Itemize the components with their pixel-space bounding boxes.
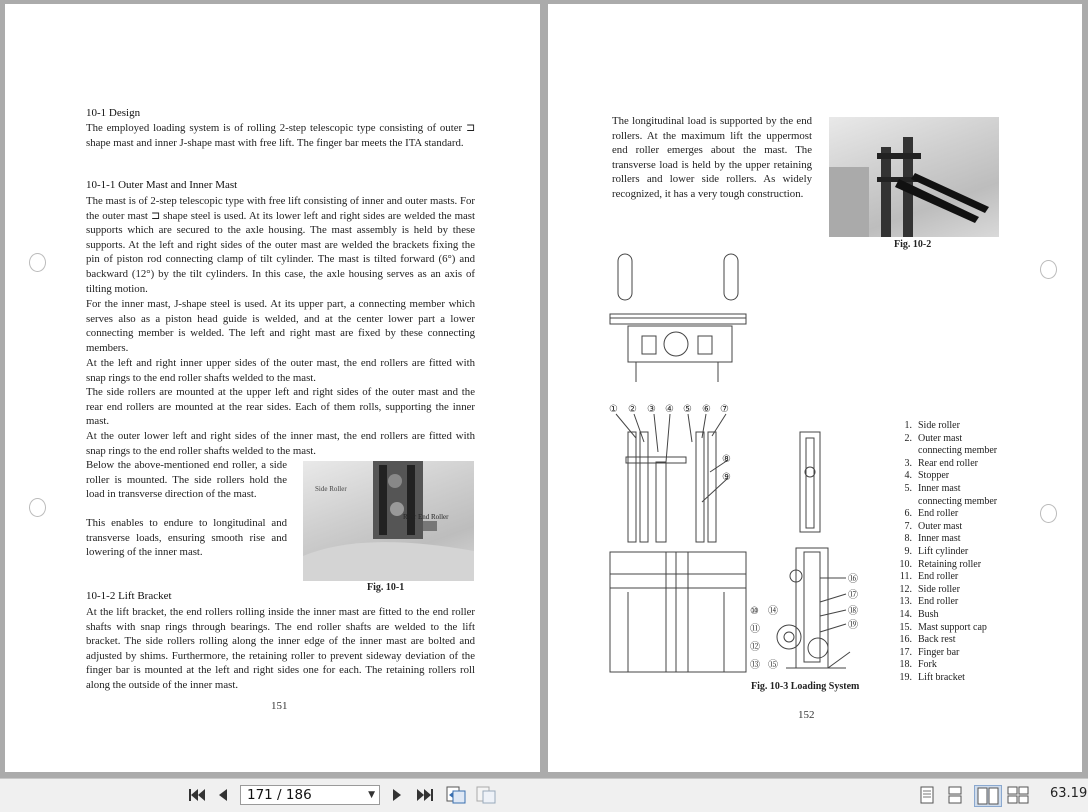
back-view-icon [445,785,467,805]
paragraph-longitudinal-load: The longitudinal load is supported by the end rollers. At the maximum lift the uppermost end roller emerges about the mast. The transverse load is held by the upper retaining rollers and lower side rollers. As widely recognized, it has a very tough construction. [612,115,812,200]
part-list-item [888,609,997,622]
part-list-item [888,483,997,496]
parts-list [888,420,997,684]
punch-hole-icon [29,253,46,272]
part-number: 6. [904,508,912,520]
part-number: 8. [904,533,912,545]
part-list-item [888,420,997,433]
paragraph-design: The employed loading system is of rolling 2-step telescopic type consisting of outer ⊐ shape mast and inner J-shape mast with free lift. The finger bar meets the ITA standard. [86,122,475,149]
part-number: 16. [899,634,912,646]
part-list-item [888,508,997,521]
callout-8: ⑧ [722,454,731,465]
part-label: Back rest [918,634,956,646]
part-number: 18. [899,659,912,671]
part-label: Outer mast [918,432,963,444]
mast-roller-photo-icon [303,461,474,581]
part-list-item [888,533,997,546]
part-label: End roller [918,596,959,608]
part-list-item [888,571,997,584]
first-page-button[interactable] [186,785,208,805]
part-label: Rear end roller [918,457,978,469]
zoom-level[interactable]: 63.19 [1050,786,1088,801]
document-page-left [5,4,540,772]
part-label: Finger bar [918,646,960,658]
part-label: Lift bracket [918,671,965,683]
part-label: Retaining roller [918,558,982,570]
paragraph-lower-end-rollers: At the outer lower left and right sides of the inner mast, the end rollers are fitted with snap rings to the end roller shafts welded to the mast. [86,430,475,457]
punch-hole-icon [1040,260,1057,279]
single-page-icon [919,786,935,804]
callout-13: ⑬ [750,660,760,671]
part-number [888,445,912,458]
loading-system-diagram [606,252,896,682]
previous-page-button[interactable] [212,785,234,805]
heading-design: 10-1 Design [86,107,141,119]
callout-16: ⑯ [848,574,858,585]
part-label: Outer mast [918,520,963,532]
part-label: Bush [918,608,939,620]
document-page-right [548,4,1082,772]
label-rear-end-roller: Rear End Roller [403,513,449,521]
page-indicator: 171 / 186 [247,787,312,803]
part-list-item [888,546,997,559]
callout-11: ⑪ [750,624,760,635]
part-list-item [888,470,997,483]
last-page-button[interactable] [414,785,436,805]
part-list-item [888,445,997,458]
chevron-down-icon[interactable]: ▼ [368,790,375,800]
part-list-item [888,496,997,509]
part-label: Inner mast [918,533,961,545]
callout-2: ② [628,404,637,415]
part-number: 3. [904,457,912,469]
label-side-roller: Side Roller [315,485,347,493]
callout-14: ⑭ [768,606,778,617]
paragraph-endure-loads: This enables to endure to longitudinal and transverse loads, ensuring smooth rise and lowering of the inner mast. [86,517,287,559]
facing-pages-view-button[interactable] [974,785,1002,807]
part-number: 10. [899,558,912,570]
part-label: End roller [918,571,959,583]
part-list-item [888,622,997,635]
callout-19: ⑲ [848,620,858,631]
paragraph-end-rollers: At the left and right inner upper sides of the outer mast, the end rollers are fitted with snap rings to the end roller shafts welded to the mast. [86,357,475,384]
part-label: connecting member [918,445,998,457]
part-list-item [888,672,997,685]
callout-1: ① [609,404,618,415]
part-label: connecting member [918,495,998,507]
single-page-view-button[interactable] [916,785,938,805]
part-label: End roller [918,508,959,520]
facing-continuous-view-button[interactable] [1006,785,1030,805]
callout-15: ⑮ [768,660,778,671]
part-list-item [888,584,997,597]
callout-17: ⑰ [848,590,858,601]
part-list-item [888,521,997,534]
figure-10-1-photo [303,461,474,581]
part-label: Fork [918,659,937,671]
part-list-item [888,596,997,609]
page-number: 152 [798,709,815,721]
page-number-input[interactable] [240,785,380,805]
callout-7: ⑦ [720,404,729,415]
part-number: 1. [904,420,912,431]
figure-10-1-caption: Fig. 10-1 [367,582,405,593]
facing-continuous-icon [1007,786,1029,804]
part-list-item [888,634,997,647]
callout-9: ⑨ [722,472,731,483]
part-number: 11. [899,571,912,583]
part-list-item [888,433,997,446]
figure-10-2-photo [829,117,999,237]
paragraph-lift-bracket: At the lift bracket, the end rollers rolling inside the inner mast are fitted to the end roller shafts with snap rings through bearings. The end roller shafts are welded to the lift bracket. The side rollers rolling along the inner edge of the inner mast are bolted and adjusted by shims. Furthermore, the retaining roller to prevent sideway deviation of the finger bar is mounted at the left and right sides one for each. The retaining rollers roll along the outside of the inner mast. [86,606,475,691]
part-number [888,496,912,509]
paragraph-side-rollers: The side rollers are mounted at the upper left and right sides of the outer mast and the rear end rollers are mounted at the rear sides. Each of them rolls, supporting the inner mast. [86,386,475,428]
part-number: 4. [904,470,912,482]
part-label: Side roller [918,583,960,595]
part-number: 2. [904,432,912,444]
part-number: 12. [899,583,912,595]
callout-18: ⑱ [848,606,858,617]
callout-6: ⑥ [702,404,711,415]
callout-12: ⑫ [750,642,760,653]
punch-hole-icon [1040,504,1057,523]
paragraph-side-roller-load: Below the above-mentioned end roller, a side roller is mounted. The side rollers hold the load in transverse direction of the mast. [86,459,287,501]
previous-page-icon [216,787,230,803]
go-back-view-button[interactable] [444,785,468,805]
part-number: 5. [904,482,912,494]
continuous-view-button[interactable] [944,785,966,805]
part-list-item [888,458,997,471]
part-number: 17. [899,646,912,658]
callout-10: ⑩ [750,606,759,617]
callout-4: ④ [665,404,674,415]
part-list-item [888,659,997,672]
page-number: 151 [271,700,288,712]
last-page-icon [416,787,434,803]
continuous-page-icon [947,786,963,804]
part-number: 7. [904,520,912,532]
part-label: Stopper [918,470,950,482]
next-page-button[interactable] [386,785,408,805]
facing-pages-icon [977,787,999,805]
paragraph-outer-mast: The mast is of 2-step telescopic type with free lift consisting of inner and outer masts. For the outer mast ⊐ shape steel is used. At its lower left and right sides are welded the mast supports which are secured to the axle housing. The mast assembly is held by these supports. At the left and right sides of the outer mast are welded the brackets fixing the pin of piston rod connecting clamp of tilt cylinder. The mast is tilted forward (6°) and backward (12°) by the tilt cylinders. In this case, the axle housing serves as an axis of tilting motion. [86,195,475,295]
heading-outer-inner-mast: 10-1-1 Outer Mast and Inner Mast [86,179,238,191]
figure-10-2-caption: Fig. 10-2 [894,239,932,250]
part-label: Mast support cap [918,621,987,633]
part-list-item [888,559,997,572]
paragraph-inner-mast: For the inner mast, J-shape steel is used. At its upper part, a connecting member which serves also as a piston head guide is welded, and at the center lower part a lower connecting member is welded. The left and right mast are fixed by these connecting members. [86,298,475,354]
part-label: Lift cylinder [918,545,969,557]
forklift-mast-photo-icon [829,117,999,237]
next-page-icon [390,787,404,803]
viewer-toolbar [0,778,1088,812]
punch-hole-icon [29,498,46,517]
callout-5: ⑤ [683,404,692,415]
figure-10-3-caption: Fig. 10-3 Loading System [751,681,860,692]
part-list-item [888,647,997,660]
go-forward-view-button[interactable] [474,785,498,805]
part-label: Inner mast [918,482,961,494]
part-number: 19. [899,671,912,683]
first-page-icon [188,787,206,803]
heading-lift-bracket: 10-1-2 Lift Bracket [86,590,172,602]
part-number: 13. [899,596,912,608]
part-number: 14. [899,608,912,620]
part-label: Side roller [918,420,960,431]
callout-3: ③ [647,404,656,415]
forward-view-icon [475,785,497,805]
part-number: 9. [904,545,912,557]
part-number: 15. [899,621,912,633]
